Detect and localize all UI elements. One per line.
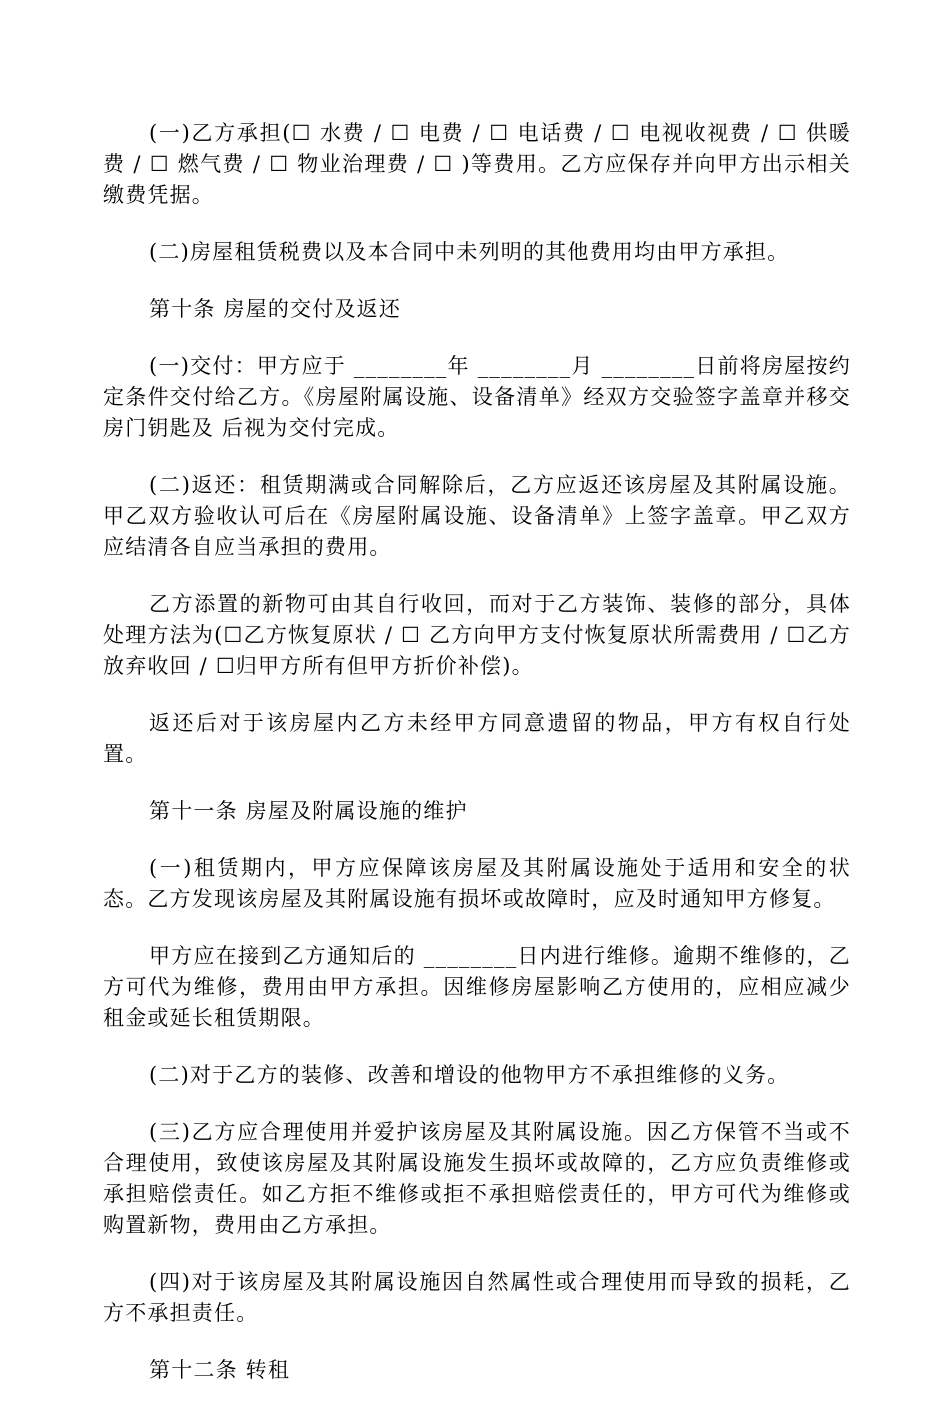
clause-10-additions-paragraph: 乙方添置的新物可由其自行收回，而对于乙方装饰、装修的部分，具体处理方法为(☐乙方恢复原状 / ☐ 乙方向甲方支付恢复原状所需费用 / ☐乙方放弃收回 / ☐归甲方所有但甲方折价补偿)。 bbox=[103, 592, 851, 678]
clause-10-heading: 第十条 房屋的交付及返还 bbox=[149, 297, 402, 321]
clause-10-item-1-delivery: (一)交付：甲方应于 ________年 ________月 ________日前将房屋按约定条件交付给乙方。《房屋附属设施、设备清单》经双方交验签字盖章并移交房门钥匙及 后视为交付完成。 bbox=[103, 354, 851, 440]
clause-11-item-4-wear: (四)对于该房屋及其附属设施因自然属性或合理使用而导致的损耗，乙方不承担责任。 bbox=[103, 1270, 851, 1325]
clause-11-item-1-maintenance: (一)租赁期内，甲方应保障该房屋及其附属设施处于适用和安全的状态。乙方发现该房屋及其附属设施有损坏或故障时，应及时通知甲方修复。 bbox=[103, 856, 851, 911]
clause-10-item-2-return: (二)返还：租赁期满或合同解除后，乙方应返还该房屋及其附属设施。甲乙双方验收认可后在《房屋附属设施、设备清单》上签字盖章。甲乙双方应结清各自应当承担的费用。 bbox=[103, 473, 851, 559]
clause-11-item-3-proper-use: (三)乙方应合理使用并爱护该房屋及其附属设施。因乙方保管不当或不合理使用，致使该房屋及其附属设施发生损坏或故障的，乙方应负责维修或承担赔偿责任。如乙方拒不维修或拒不承担赔偿责任的，甲方可代为维修或购置新物，费用由乙方承担。 bbox=[103, 1120, 851, 1237]
document-page bbox=[103, 118, 851, 1412]
clause-12-heading: 第十二条 转租 bbox=[149, 1358, 291, 1382]
clause-11-item-2-renovation: (二)对于乙方的装修、改善和增设的他物甲方不承担维修的义务。 bbox=[149, 1063, 790, 1087]
clause-9-item-2-taxes: (二)房屋租赁税费以及本合同中未列明的其他费用均由甲方承担。 bbox=[149, 240, 790, 264]
clause-11-heading: 第十一条 房屋及附属设施的维护 bbox=[149, 799, 468, 823]
clause-9-item-1-fees: (一)乙方承担(☐ 水费 / ☐ 电费 / ☐ 电话费 / ☐ 电视收视费 / ☐ 供暖费 / ☐ 燃气费 / ☐ 物业治理费 / ☐ )等费用。乙方应保存并向甲方出示相关缴费凭据。 bbox=[103, 121, 851, 207]
clause-10-leftover-items-paragraph: 返还后对于该房屋内乙方未经甲方同意遗留的物品，甲方有权自行处置。 bbox=[103, 711, 851, 766]
clause-11-repair-deadline-paragraph: 甲方应在接到乙方通知后的 ________日内进行维修。逾期不维修的，乙方可代为维修，费用由甲方承担。因维修房屋影响乙方使用的，应相应减少租金或延长租赁期限。 bbox=[103, 944, 851, 1030]
